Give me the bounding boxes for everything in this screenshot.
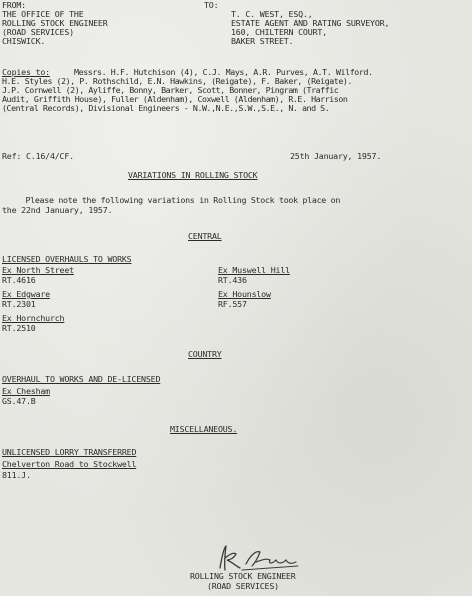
- central-subheading: LICENSED OVERHAULS TO WORKS: [2, 254, 132, 264]
- copies-line: Audit, Griffith House), Fuller (Aldenham), Coxwell (Aldenham), R.E. Harrison: [2, 94, 348, 104]
- from-line: THE OFFICE OF THE: [2, 9, 84, 19]
- central-entry-from: Ex Hounslow: [218, 289, 271, 299]
- central-entry-vehicle: RT.436: [218, 275, 247, 285]
- from-line: ROLLING STOCK ENGINEER: [2, 18, 108, 28]
- central-entry-from: Ex Hornchurch: [2, 313, 65, 323]
- from-line: CHISWICK.: [2, 36, 46, 46]
- from-label: FROM:: [2, 0, 26, 10]
- central-entry-from: Ex Muswell Hill: [218, 265, 290, 275]
- copies-line: H.E. Styles (2), P. Rothschild, E.N. Hawkins, (Reigate), F. Baker, (Reigate).: [2, 76, 352, 86]
- copies-line: (Central Records), Divisional Engineers - N.W.,N.E.,S.W.,S.E., N. and S.: [2, 103, 330, 113]
- country-entry-vehicle: GS.47.B: [2, 396, 36, 406]
- copies-line: Messrs. H.F. Hutchison (4), C.J. Mays, A.R. Purves, A.T. Wilford.: [74, 67, 373, 77]
- reference-number: Ref: C.16/4/CF.: [2, 151, 74, 161]
- miscellaneous-entry-vehicle: 811.J.: [2, 470, 31, 480]
- to-line: 160, CHILTERN COURT,: [231, 27, 327, 37]
- from-line: (ROAD SERVICES): [2, 27, 74, 37]
- central-entry-from: Ex North Street: [2, 265, 74, 275]
- central-entry-vehicle: RT.2510: [2, 323, 36, 333]
- handwritten-signature: [212, 542, 322, 574]
- intro-line: the 22nd January, 1957.: [2, 205, 113, 215]
- central-entry-from: Ex Edgware: [2, 289, 50, 299]
- country-heading: COUNTRY: [188, 349, 222, 359]
- country-subheading: OVERHAUL TO WORKS AND DE-LICENSED: [2, 374, 161, 384]
- to-label: TO:: [204, 0, 219, 10]
- miscellaneous-heading: MISCELLANEOUS.: [170, 424, 238, 434]
- miscellaneous-subheading: UNLICENSED LORRY TRANSFERRED: [2, 447, 137, 457]
- memo-date: 25th January, 1957.: [290, 151, 382, 161]
- miscellaneous-entry-from: Chelverton Road to Stockwell: [2, 459, 137, 469]
- memo-title: VARIATIONS IN ROLLING STOCK: [128, 170, 258, 180]
- to-line: BAKER STREET.: [231, 36, 294, 46]
- copies-label: Copies to:: [2, 67, 50, 77]
- central-entry-vehicle: RT.4616: [2, 275, 36, 285]
- copies-line: J.P. Cornwell (2), Ayliffe, Bonny, Barker, Scott, Bonner, Pingram (Traffic: [2, 85, 339, 95]
- country-entry-from: Ex Chesham: [2, 386, 50, 396]
- to-line: ESTATE AGENT AND RATING SURVEYOR,: [231, 18, 390, 28]
- signatory-title: ROLLING STOCK ENGINEER: [190, 571, 296, 581]
- intro-line: Please note the following variations in Rolling Stock took place on: [2, 195, 341, 205]
- central-entry-vehicle: RF.557: [218, 299, 247, 309]
- central-entry-vehicle: RT.2301: [2, 299, 36, 309]
- to-line: T. C. WEST, ESQ.,: [231, 9, 313, 19]
- central-heading: CENTRAL: [188, 231, 222, 241]
- signatory-department: (ROAD SERVICES): [207, 581, 279, 591]
